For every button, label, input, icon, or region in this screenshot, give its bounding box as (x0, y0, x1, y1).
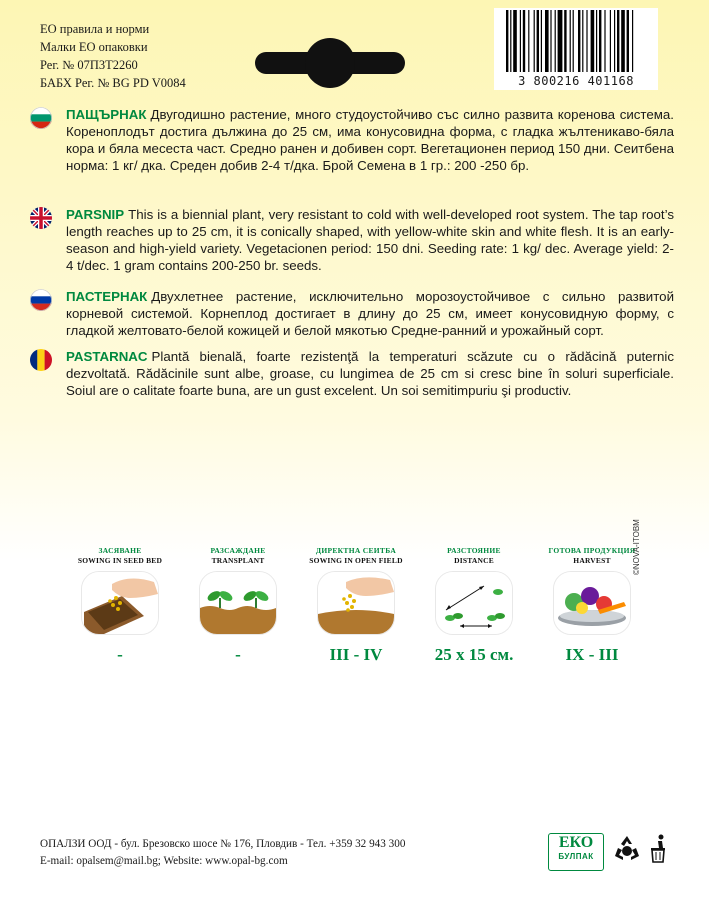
step-label-en: TRANSPLANT (211, 556, 265, 565)
step-period: - (235, 645, 241, 664)
romania-flag-icon (30, 349, 52, 371)
step-label-en: HARVEST (573, 556, 611, 565)
variety-name: PASTARNAC (66, 349, 148, 364)
step-label-bg: РАЗСАЖДАНЕ (210, 546, 266, 555)
step-label-en: DISTANCE (454, 556, 494, 565)
variety-name: ПАЩЪРНАК (66, 107, 147, 122)
image-credit: ©NOVA-ITOBM (632, 519, 641, 575)
step-distance (424, 546, 524, 665)
variety-name: ПАСТЕРНАК (66, 289, 148, 304)
barcode-bars (506, 10, 646, 72)
bulgaria-flag-icon (30, 107, 52, 129)
sowing-open-field-icon (317, 571, 395, 635)
step-period: - (117, 645, 123, 664)
step-label-en: SOWING IN OPEN FIELD (309, 556, 403, 565)
description-bulgarian (40, 106, 674, 174)
variety-description: This is a biennial plant, very resistant to cold with well-developed root system. The tap root’s length reaches up to 25 cm, it is conically shaped, with yellow-white skin and white flesh. It is an early-season and high-yield variety. Vegetacionen period: 150 dni. Seeding rate: 1 kg/ dec. Average yield: 2-4 t/dec. 1 gram contains 200-250 br. seeds. (66, 207, 674, 273)
step-label-en: SOWING IN SEED BED (77, 556, 163, 565)
variety-description: Двухлетнее растение, исключительно морозоустойчивое с сильно развитой корневой системой. Корнеплод достигает в длину до 25 см, имеет конусовидную форму, с гладкой желтовато-белой кожицей и белой мякотью Средне-ранний и урожайный сорт. (66, 289, 674, 338)
uk-flag-icon (30, 207, 52, 229)
step-sowing-open-field (306, 546, 406, 665)
hang-hole-shape (255, 38, 405, 88)
description-romanian (40, 348, 674, 399)
eko-logo-top: ЕКО (558, 834, 594, 851)
step-transplant (188, 546, 288, 665)
step-sowing-seed-bed (70, 546, 170, 665)
registration-line: Рег. № 07П3Т2260 (40, 58, 138, 72)
harvest-icon (553, 571, 631, 635)
registration-line: Малки ЕО опаковки (40, 40, 148, 54)
step-label-bg: ЗАСЯВАНЕ (98, 546, 142, 555)
variety-description: Plantă bienală, foarte rezistenţă la temperaturi scăzute cu o rădăcină puternic dezvoltată. Rădăcinile sunt albe, groase, cu lungimea de 25 cm si cresc bine în soluri superficiale. Soiul are o calitate foarte buna, are un gust excelent. Un soi semitimpuriu şi productiv. (66, 349, 674, 398)
trash-bin-icon (648, 834, 670, 864)
company-contacts: E-mail: opalsem@mail.bg; Website: www.opal-bg.com (40, 855, 288, 867)
recycle-icon (614, 834, 640, 864)
eko-logo-bottom: БУЛПАК (558, 852, 594, 861)
sowing-seed-bed-icon (81, 571, 159, 635)
step-period: 25 x 15 см. (434, 645, 514, 664)
company-address: ОПАЛЗИ ООД - бул. Брезовско шосе № 176, Пловдив - Тел. +359 32 943 300 (40, 838, 406, 850)
step-label-bg: ГОТОВА ПРОДУКЦИЯ (548, 546, 636, 555)
description-english (40, 206, 674, 274)
distance-icon (435, 571, 513, 635)
step-harvest (542, 546, 642, 665)
variety-name: PARSNIP (66, 207, 125, 222)
registration-line: БАБХ Рег. № BG PD V0084 (40, 76, 186, 90)
transplant-icon (199, 571, 277, 635)
variety-description: Двугодишно растение, много студоустойчиво със силно развита коренова система. Коренoплодът достига дължина до 25 см, има конусовидна форма, с гладка жълтеникаво-бяла кора и бяла месеста част. Средно ранен и добивен сорт. Вегетационен период 150 дни. Сеитбена норма: 1 кг/ дка. Среден добив 2-4 т/дка. Брой Семена в 1 гр.: 200 -250 бр. (66, 107, 674, 173)
step-label-bg: ДИРЕКТНА СЕИТБА (315, 546, 397, 555)
barcode (494, 8, 658, 90)
barcode-digits: 3 800216 401168 (518, 74, 634, 88)
description-russian (40, 288, 674, 339)
step-period: III - IV (329, 645, 383, 664)
step-period: IX - III (565, 645, 619, 664)
growing-steps (70, 546, 650, 666)
company-footer (40, 836, 405, 870)
registration-line: ЕО правила и норми (40, 22, 150, 36)
russia-flag-icon (30, 289, 52, 311)
registration-info (40, 20, 186, 92)
eko-bulpak-logo (548, 833, 604, 871)
step-label-bg: РАЗСТОЯНИЕ (447, 546, 501, 555)
